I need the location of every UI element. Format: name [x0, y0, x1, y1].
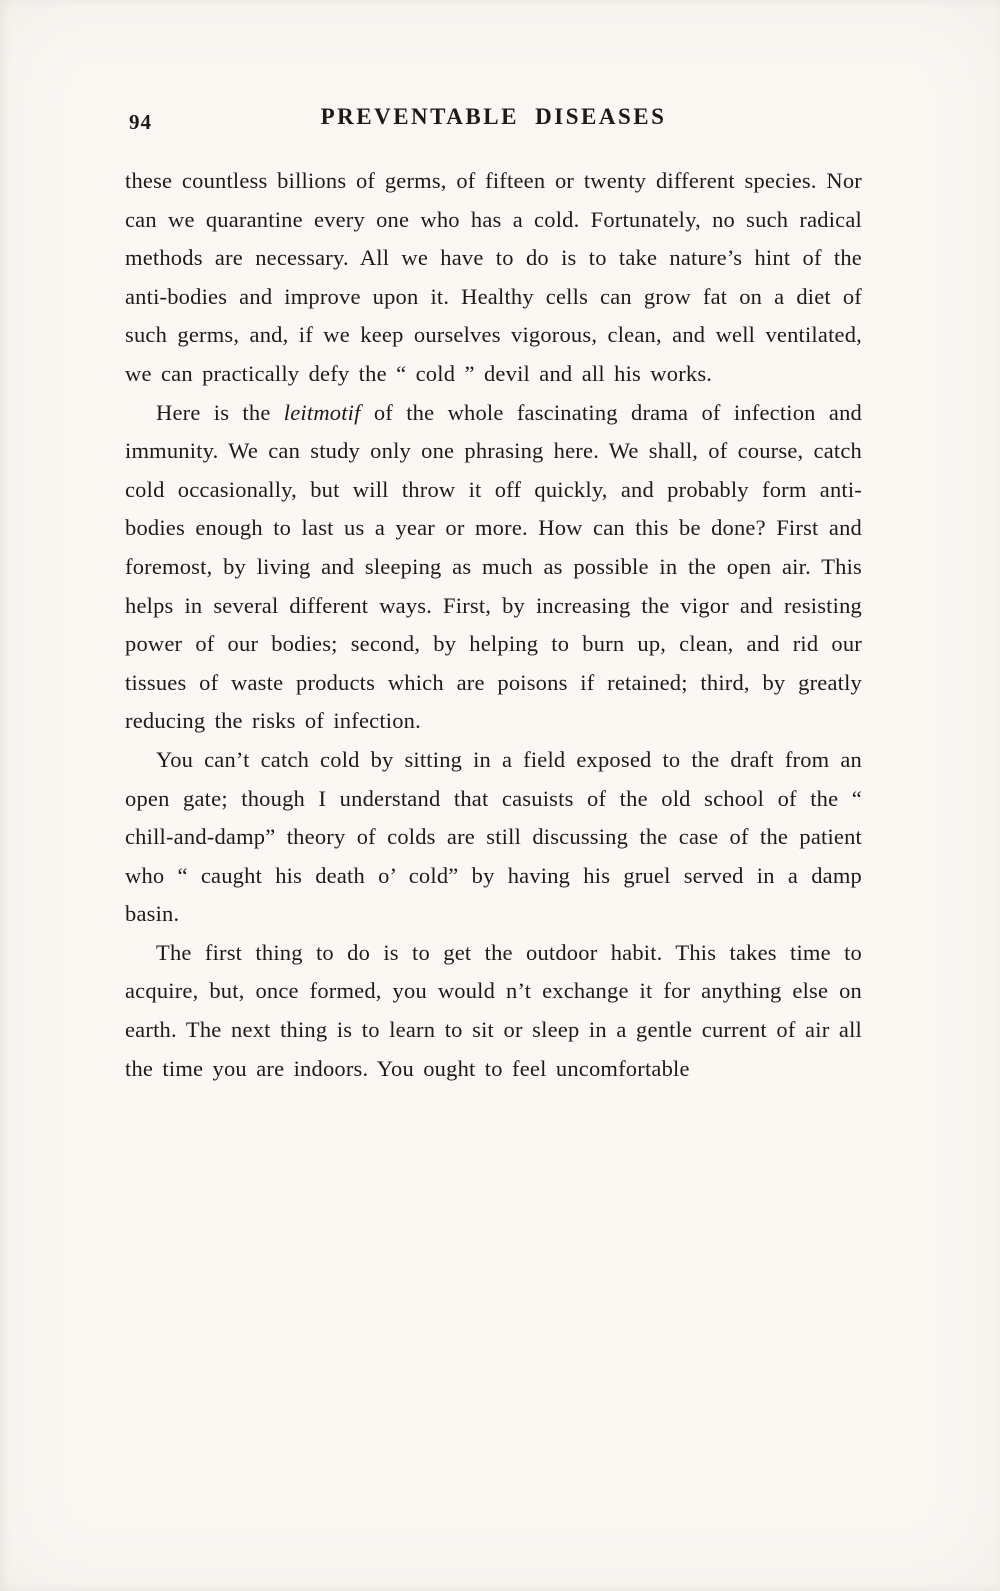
running-head: [125, 104, 862, 144]
text-segment: these countless billions of germs, of fifteen or twenty different species. Nor can we quarantine every one who has a cold. Fortunately, no such radical methods are necessary. All we have to do is to take nature’s hint of the anti-bodies and improve upon it. Healthy cells can grow fat on a diet of such germs, and, if we keep ourselves vigorous, clean, and well ventilated, we can practically defy the “ cold ” devil and all his works.: [125, 168, 862, 386]
text-segment: You can’t catch cold by sitting in a field exposed to the draft from an open gate; though I understand that casuists of the old school of the “ chill-and-damp” theory of colds are still discussing the case of the patient who “ caught his death o’ cold” by having his gruel served in a damp basin.: [125, 746, 862, 927]
page-body-text: [125, 162, 862, 1088]
text-segment: Here is the: [156, 399, 284, 425]
text-segment: The first thing to do is to get the outdoor habit. This takes time to acquire, but, once formed, you would n’t exchange it for anything else on earth. The next thing is to learn to sit or sleep in a gentle current of air all the time you are indoors. You ought to feel uncomfortable: [125, 939, 862, 1081]
paragraph: [125, 741, 862, 934]
text-segment: leitmotif: [283, 399, 361, 425]
running-title: PREVENTABLE DISEASES: [320, 104, 667, 129]
text-segment: of the whole fascinating drama of infection and immunity. We can study only one phrasing here. We shall, of course, catch cold occasionally, but will throw it off quickly, and probably form anti-bodies enough to last us a year or more. How can this be done? First and foremost, by living and sleeping as much as possible in the open air. This helps in several different ways. First, by increasing the vigor and resisting power of our bodies; second, by helping to burn up, clean, and rid our tissues of waste products which are poisons if retained; third, by greatly reducing the risks of infection.: [125, 399, 862, 734]
paragraph: [125, 162, 862, 394]
paragraph: [125, 934, 862, 1088]
page-number: 94: [129, 110, 152, 134]
paragraph: [125, 394, 862, 741]
